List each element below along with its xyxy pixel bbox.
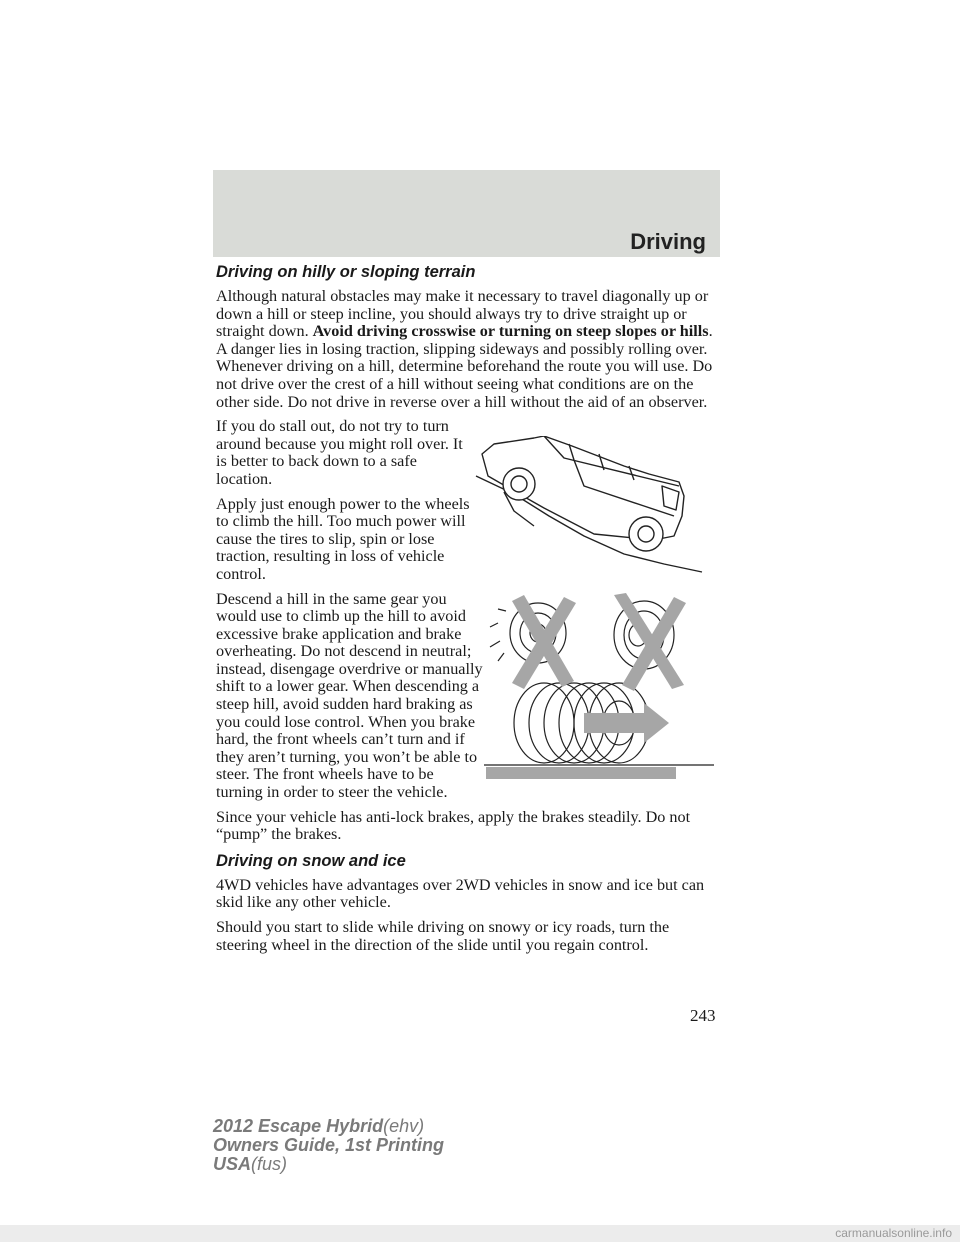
- paragraph-power: Apply just enough power to the wheels to climb the hill. Too much power will cause the tires to slip, spin or lose traction, resulting in loss of vehicle control.: [216, 494, 470, 583]
- footer-market: USA: [213, 1154, 252, 1174]
- wheel-skid-illustration: [484, 593, 716, 783]
- paragraph-text: . A danger lies in losing traction, slipping sideways and possibly rolling over. Whenever driving on a hill, determine beforehand the route you will use. Do not drive over the crest of a hill without seeing what conditions are on the other side. Do not drive in reverse over a hill without the aid of an observer.: [216, 322, 713, 411]
- paragraph-anti-lock: Since your vehicle has anti-lock brakes, apply the brakes steadily. Do not “pump” the brakes.: [216, 807, 691, 844]
- watermark-bar: [0, 1225, 960, 1242]
- footer-line-market: [213, 1155, 444, 1174]
- paragraph-4wd: 4WD vehicles have advantages over 2WD vehicles in snow and ice but can skid like any other vehicle.: [216, 875, 705, 912]
- page-number: 243: [690, 1006, 716, 1025]
- paragraph-text: Although natural obstacles may make it necessary to travel diagonally up or down a hill or steep incline, you should always try to drive straight up or straight down.: [216, 287, 709, 341]
- footer-line-model: [213, 1117, 444, 1136]
- heading-snow-ice: Driving on snow and ice: [216, 851, 406, 870]
- heading-hilly-terrain: Driving on hilly or sloping terrain: [216, 263, 476, 281]
- paragraph-descend: Descend a hill in the same gear you would use to climb up the hill to avoid excessive brake application and brake overheating. Do not descend in neutral; instead, disengage overdrive or manually shift to a lower gear. When descending a steep hill, avoid sudden hard braking as you could lose control. When you brake hard, the front wheels can’t turn and if they aren’t turning, you won’t be able to steer. The front wheels have to be turning in order to steer the vehicle.: [216, 589, 483, 802]
- page-body: [216, 262, 722, 961]
- watermark-link[interactable]: carmanualsonline.info: [835, 1226, 952, 1240]
- paragraph-stall: If you do stall out, do not try to turn around because you might roll over. It is better to back down to a safe location.: [216, 417, 463, 488]
- document-footer: [213, 1117, 444, 1174]
- paragraph-hill-intro: [216, 288, 722, 411]
- footer-line-guide: Owners Guide, 1st Printing: [213, 1135, 445, 1155]
- section-header-band: [213, 170, 720, 257]
- paragraph-slide: Should you start to slide while driving on snowy or icy roads, turn the steering wheel in the direction of the slide until you regain control.: [216, 918, 670, 954]
- footer-model-code: (ehv): [383, 1116, 425, 1136]
- footer-model: 2012 Escape Hybrid: [213, 1116, 384, 1136]
- footer-market-code: (fus): [251, 1154, 288, 1174]
- paragraph-warning: Avoid driving crosswise or turning on steep slopes or hills: [312, 322, 709, 341]
- suv-on-slope-illustration: [474, 436, 704, 576]
- section-title: Driving: [630, 229, 706, 254]
